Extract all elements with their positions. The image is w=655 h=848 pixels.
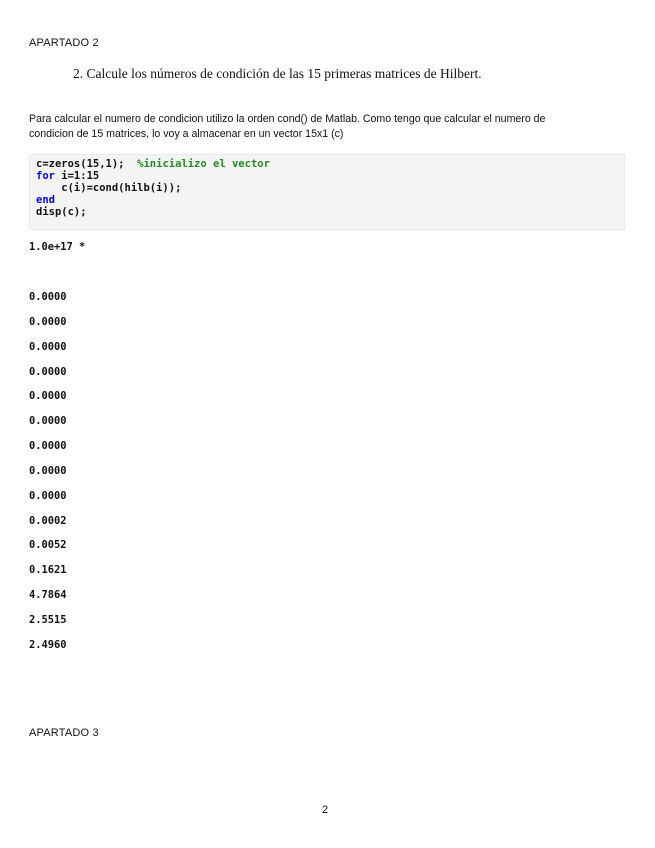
output-value: 4.7864 [29,589,67,601]
problem-number: 2. [73,66,84,81]
output-value: 0.0052 [29,539,67,551]
paragraph-line-1: Para calcular el numero de condicion utilizo la orden cond() de Matlab. Como tengo que calcular el numero de [29,113,546,125]
output-value: 0.0000 [29,490,67,502]
output-value: 0.0000 [29,440,67,452]
code-line-5: disp(c); [36,206,87,218]
output-value: 0.0000 [29,366,67,378]
code-line-3: c(i)=cond(hilb(i)); [36,182,182,194]
output-value: 0.0000 [29,341,67,353]
page-number: 2 [322,804,329,816]
code-block [29,154,625,230]
output-value: 2.4960 [29,639,67,651]
section-heading-apartado-2: APARTADO 2 [29,37,99,49]
explanation-paragraph [29,112,619,142]
output-value: 0.0000 [29,316,67,328]
code-zeros: c=zeros(15,1); [36,158,138,170]
paragraph-line-2: condicion de 15 matrices, lo voy a almacenar en un vector 15x1 (c) [29,128,344,140]
output-value: 0.0000 [29,465,67,477]
problem-text: Calcule los números de condición de las 15 primeras matrices de Hilbert. [86,66,482,81]
output-value: 0.0000 [29,291,67,303]
output-scale-factor: 1.0e+17 * [29,241,86,253]
code-comment: %inicializo el vector [137,158,270,170]
output-value: 0.0002 [29,515,67,527]
output-value: 0.0000 [29,390,67,402]
output-value: 0.0000 [29,415,67,427]
output-value: 0.1621 [29,564,67,576]
keyword-end: end [36,194,55,206]
code-loop-range: i=1:15 [54,170,100,182]
section-heading-apartado-3: APARTADO 3 [29,727,99,739]
problem-statement [73,66,482,82]
keyword-for: for [36,170,55,182]
output-value: 2.5515 [29,614,67,626]
